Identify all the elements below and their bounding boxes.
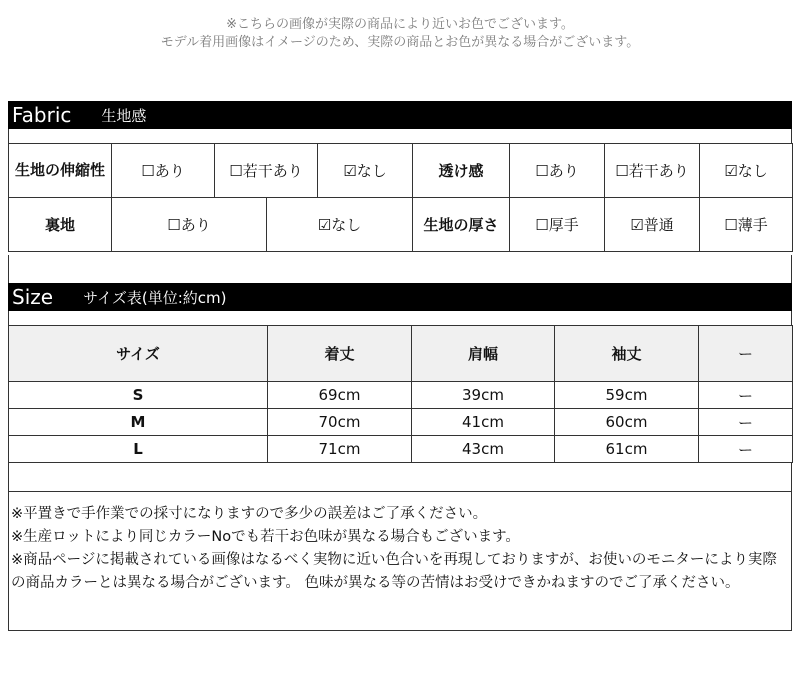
stretch-option-yes: ☐あり <box>112 144 215 198</box>
thickness-option-normal: ☑普通 <box>605 198 700 252</box>
size-cell: M <box>9 409 268 436</box>
sleeve-cell: 59cm <box>555 382 699 409</box>
fabric-row-2 <box>9 198 793 252</box>
fabric-spacer <box>8 129 792 143</box>
fabric-table <box>8 143 793 252</box>
size-section-header <box>8 283 792 311</box>
fabric-row-1 <box>9 144 793 198</box>
lining-label: 裏地 <box>9 198 112 252</box>
note-monitor-color: ※商品ページに掲載されている画像はなるべく実物に近い色合いを再現しておりますが、お使いのモニターにより実際の商品カラーとは異なる場合がございます。 色味が異なる等の苦情はお受けできかねますのでご了承ください。 <box>11 552 777 591</box>
sheer-option-none: ☑なし <box>700 144 793 198</box>
fabric-bottom-spacer <box>8 255 792 283</box>
size-title: Size <box>12 285 54 309</box>
shoulder-cell: 43cm <box>412 436 555 463</box>
size-cell: S <box>9 382 268 409</box>
disclaimer-line-2: モデル着用画像はイメージのため、実際の商品とお色が異なる場合がございます。 <box>160 35 640 50</box>
thickness-option-thick: ☐厚手 <box>510 198 605 252</box>
sleeve-cell: 60cm <box>555 409 699 436</box>
stretch-label: 生地の伸縮性 <box>9 144 112 198</box>
disclaimer-line-1: ※こちらの画像が実際の商品により近いお色でございます。 <box>226 17 574 32</box>
size-col-header-shoulder: 肩幅 <box>412 326 555 382</box>
length-cell: 71cm <box>268 436 412 463</box>
size-table <box>8 325 793 463</box>
notes-box <box>8 491 792 631</box>
size-bottom-spacer <box>8 463 792 491</box>
note-lot-color: ※生産ロットにより同じカラーNoでも若干お色味が異なる場合もございます。 <box>11 529 520 545</box>
size-subtitle: サイズ表(単位:約cm) <box>83 288 227 307</box>
length-cell: 69cm <box>268 382 412 409</box>
stretch-option-none: ☑なし <box>318 144 413 198</box>
fabric-subtitle: 生地感 <box>101 106 147 125</box>
extra-cell: ー <box>699 409 793 436</box>
size-header-row <box>9 326 793 382</box>
size-col-header-sleeve: 袖丈 <box>555 326 699 382</box>
extra-cell: ー <box>699 382 793 409</box>
fabric-title: Fabric <box>12 103 72 127</box>
fabric-section-header <box>8 101 792 129</box>
thickness-option-thin: ☐薄手 <box>700 198 793 252</box>
table-row <box>9 409 793 436</box>
shoulder-cell: 41cm <box>412 409 555 436</box>
table-row <box>9 382 793 409</box>
sleeve-cell: 61cm <box>555 436 699 463</box>
thickness-label: 生地の厚さ <box>413 198 510 252</box>
lining-option-none: ☑なし <box>267 198 413 252</box>
note-measurement: ※平置きで手作業での採寸になりますので多少の誤差はご了承ください。 <box>11 506 488 522</box>
size-col-header-extra: ー <box>699 326 793 382</box>
size-col-header-length: 着丈 <box>268 326 412 382</box>
length-cell: 70cm <box>268 409 412 436</box>
extra-cell: ー <box>699 436 793 463</box>
table-row <box>9 436 793 463</box>
sheer-option-yes: ☐あり <box>510 144 605 198</box>
size-col-header-size: サイズ <box>9 326 268 382</box>
size-cell: L <box>9 436 268 463</box>
stretch-option-slight: ☐若干あり <box>215 144 318 198</box>
lining-option-yes: ☐あり <box>112 198 267 252</box>
shoulder-cell: 39cm <box>412 382 555 409</box>
sheer-option-slight: ☐若干あり <box>605 144 700 198</box>
size-spacer <box>8 311 792 325</box>
sheer-label: 透け感 <box>413 144 510 198</box>
